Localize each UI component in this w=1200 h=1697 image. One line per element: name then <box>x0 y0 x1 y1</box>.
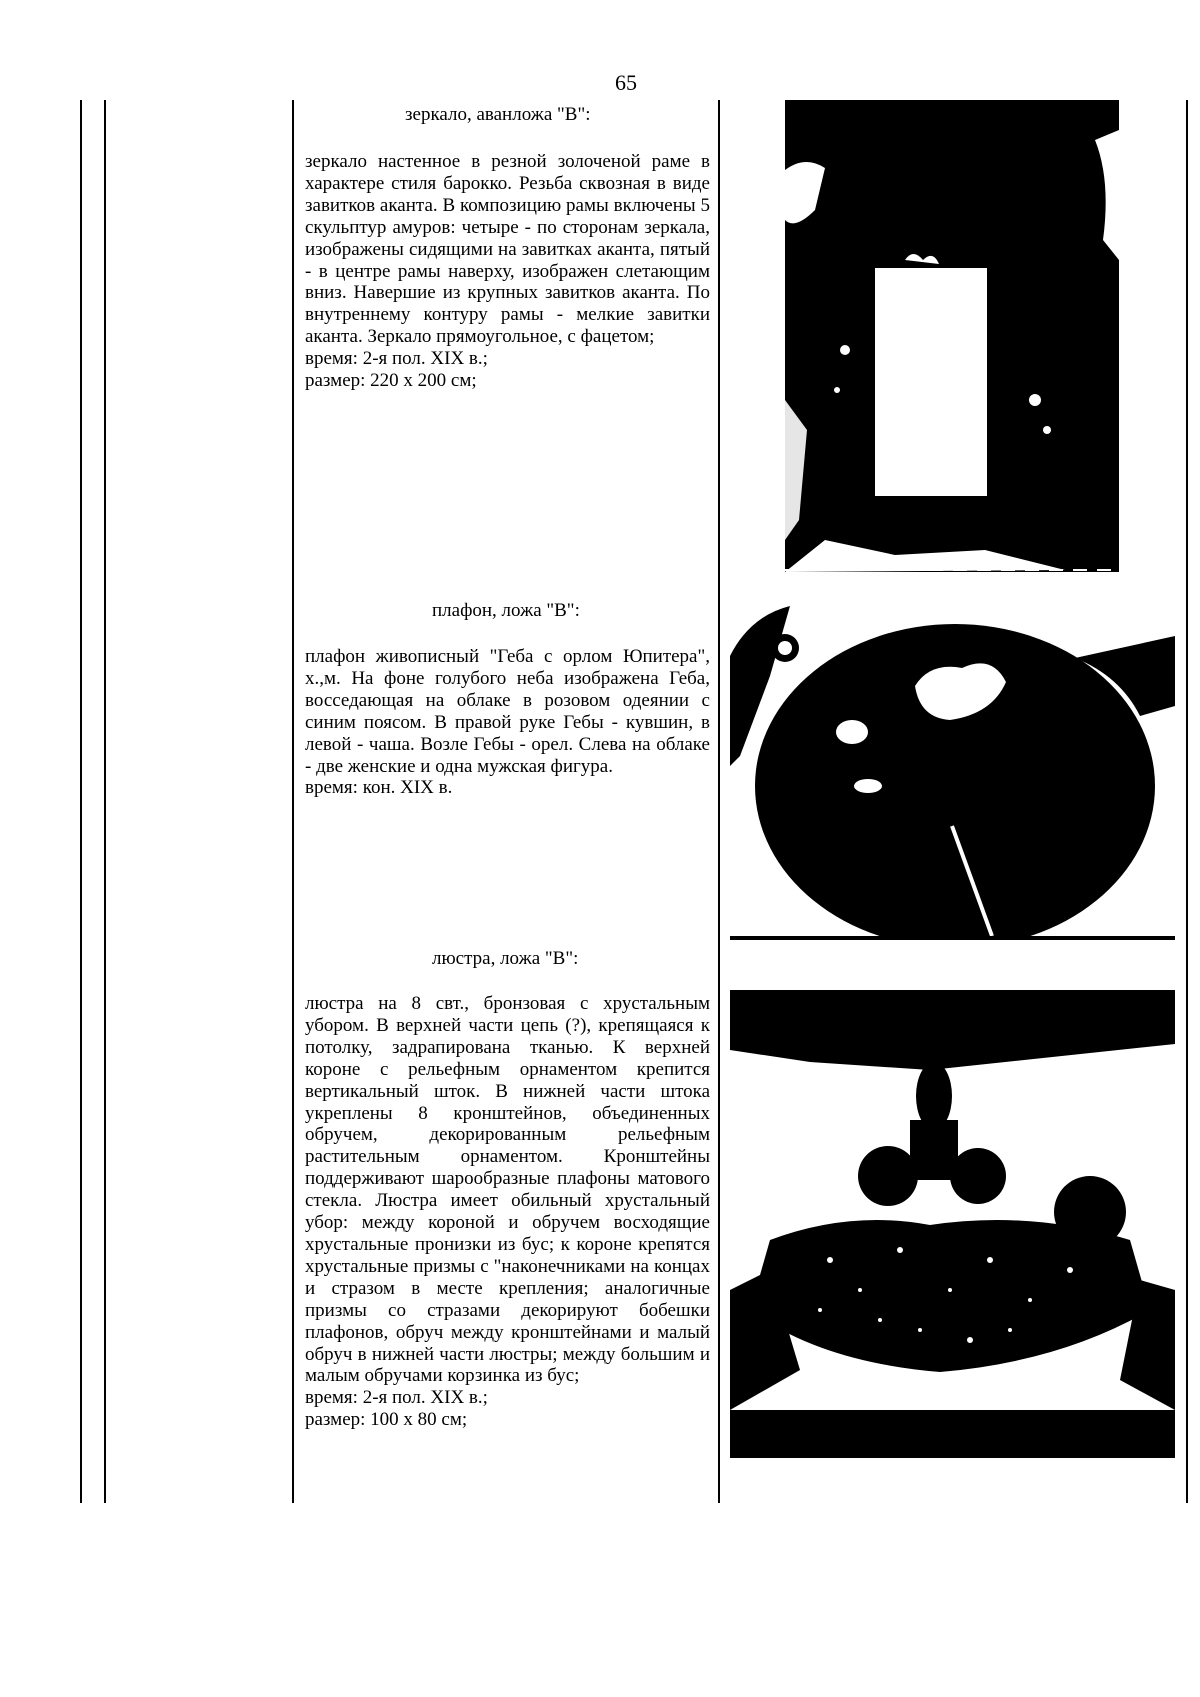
entry-description: зеркало настенное в резной золоченой раме в характере стиля барокко. Резьба сквозная в виде завитков аканта. В композицию рамы включены 5 скульптур амуров: четыре - по сторонам зеркала, изображены сидящими на завитках аканта, пятый - в центре рамы наверху, изображен слетающим вниз. Навершие из крупных завитков аканта. По внутреннему контуру рамы - мелкие завитки аканта. Зеркало прямоугольное, с фацетом; <box>305 151 710 348</box>
entry-title-mirror: зеркало, аванложа "В": <box>405 104 591 125</box>
mirror-photo <box>785 100 1119 572</box>
entry-size: размер: 100 x 80 см; <box>305 1409 468 1431</box>
entry-chandelier <box>305 993 710 1431</box>
table-rule <box>1186 100 1188 1503</box>
entry-title-plafond: плафон, ложа "В": <box>432 600 580 621</box>
entry-size: размер: 220 x 200 см; <box>305 370 477 392</box>
entry-title-chandelier: люстра, ложа "В": <box>432 948 579 969</box>
table-rule <box>292 100 294 1503</box>
entry-mirror <box>305 151 710 392</box>
table-rule <box>718 100 720 1503</box>
entry-plafond <box>305 646 710 799</box>
chandelier-photo <box>730 990 1175 1458</box>
plafond-photo <box>730 596 1175 940</box>
table-rule <box>80 100 82 1503</box>
entry-description: плафон живописный "Геба с орлом Юпитера", х.,м. На фоне голубого неба изображена Геба, восседающая на облаке в розовом одеянии с синим поясом. В правой руке Гебы - кувшин, в левой - чаша. Возле Гебы - орел. Слева на облаке - две женские и одна мужская фигура. <box>305 646 710 777</box>
page-number: 65 <box>615 70 637 95</box>
entry-time: время: 2-я пол. XIX в.; <box>305 1387 488 1409</box>
entry-time: время: 2-я пол. XIX в.; <box>305 348 488 370</box>
table-rule <box>104 100 106 1503</box>
entry-time: время: кон. XIX в. <box>305 777 453 799</box>
entry-description: люстра на 8 свт., бронзовая с хрустальным убором. В верхней части цепь (?), крепящаяся к потолку, задрапирована тканью. К верхней короне с рельефным орнаментом крепится вертикальный шток. В нижней части штока укреплены 8 кронштейнов, объединенных обручем, декорированным рельефным растительным орнаментом. Кронштейны поддерживают шарообразные плафоны матового стекла. Люстра имеет обильный хрустальный убор: между короной и обручем восходящие хрустальные пронизки из бус; к короне крепятся хрустальные призмы с "наконечниками на концах и стразом в месте крепления; аналогичные призмы со стразами декорируют бобешки плафонов, обруч между кронштейнами и малый обруч в нижней части люстры; между большим и малым обручами корзинка из бус; <box>305 993 710 1387</box>
